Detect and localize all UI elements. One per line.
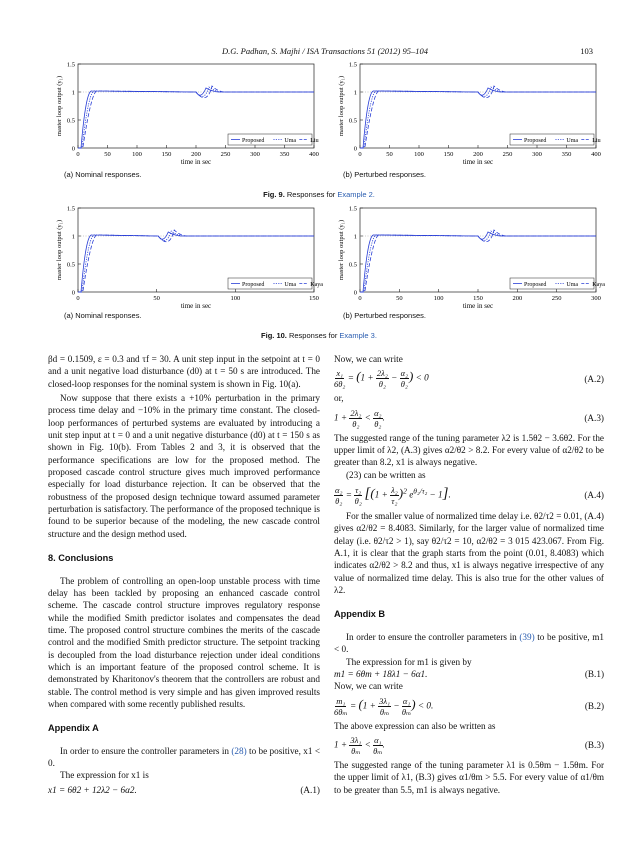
x-tick-label: 50	[153, 295, 160, 302]
x-tick-label: 0	[358, 151, 362, 158]
y-tick-label: 0	[353, 289, 357, 297]
y-axis-label: master loop output (y₁)	[56, 219, 63, 281]
paragraph: Now, we can write	[334, 681, 403, 692]
paragraph: βd = 0.1509, ε = 0.3 and τf = 30. A unit step input in the setpoint at t = 0 and a unit negative load disturbance (d0) at t = 50 s are introduced. The closed-loop responses for the nominal system is shown in Fig. 10(a).	[48, 354, 320, 389]
x-axis-label: time in sec	[462, 302, 494, 310]
y-tick-label: 0.5	[66, 117, 75, 125]
x-tick-label: 400	[591, 151, 601, 158]
x-tick-label: 150	[309, 295, 319, 302]
fig10b-plot	[334, 204, 605, 312]
x-tick-label: 300	[532, 151, 542, 158]
legend-entry: Liu	[310, 138, 319, 144]
x-tick-label: 100	[132, 151, 142, 158]
fig10a-plot	[52, 204, 323, 312]
journal-citation: D.G. Padhan, S. Majhi / ISA Transactions 51 (2012) 95–104	[222, 46, 428, 56]
x-tick-label: 250	[220, 151, 231, 158]
legend-entry: Uma	[566, 282, 579, 288]
paragraph: In order to ensure the controller parameters in (39) to be positive, m1 < 0.	[334, 631, 604, 655]
fig9b-plot	[334, 60, 602, 168]
paragraph: The above expression can also be written as	[334, 720, 496, 731]
legend-entry: Kaya	[592, 282, 605, 288]
x-tick-label: 50	[396, 295, 403, 302]
fig9a-plot	[52, 60, 320, 168]
x-tick-label: 100	[230, 295, 241, 302]
y-tick-label: 1.5	[66, 61, 75, 69]
y-tick-label: 0.5	[66, 261, 75, 269]
page-number: 103	[580, 46, 593, 56]
legend-entry: Proposed	[524, 138, 547, 144]
paragraph: or,	[334, 393, 344, 404]
x-tick-label: 150	[443, 151, 454, 158]
equation-b3: 1 + $\frac{\text{3λ₁}}{\text{θₘ}}$ < $\frac{\text{α₁}}{\text{θₘ}}$ . (B.3)	[334, 734, 604, 756]
x-tick-label: 50	[386, 151, 393, 158]
x-tick-label: 0	[358, 295, 362, 302]
y-tick-label: 1	[71, 233, 75, 241]
appendix-b-heading: Appendix B	[334, 609, 386, 620]
x-tick-label: 100	[414, 151, 424, 158]
right-column	[334, 353, 604, 796]
y-tick-label: 0	[71, 145, 75, 153]
x-tick-label: 250	[502, 151, 513, 158]
x-tick-label: 0	[76, 295, 80, 302]
x-axis-label: time in sec	[180, 302, 212, 310]
y-tick-label: 0.5	[348, 117, 357, 125]
paragraph: Now, we can write	[334, 354, 403, 364]
fig10-caption: Fig. 10. Responses for Example 3.	[261, 331, 377, 340]
y-axis-label: master loop output (y₁)	[338, 219, 345, 281]
y-tick-label: 1	[353, 233, 357, 241]
paragraph: In order to ensure the controller parameters in (28) to be positive, x1 < 0.	[48, 745, 321, 768]
legend-entry: Proposed	[242, 138, 265, 144]
legend-entry: Liu	[592, 138, 601, 144]
equation-b1: m1 = 6θm + 18λ1 − 6α1. (B.1)	[334, 668, 604, 679]
legend-entry: Uma	[284, 282, 297, 288]
x-tick-label: 350	[279, 151, 290, 158]
legend-entry: Proposed	[524, 282, 547, 288]
paragraph: (23) can be written as	[346, 469, 426, 480]
y-tick-label: 0	[71, 289, 75, 297]
x-tick-label: 200	[512, 295, 523, 302]
x-axis-label: time in sec	[180, 158, 212, 166]
y-tick-label: 1.5	[348, 61, 357, 69]
x-tick-label: 50	[104, 151, 111, 158]
paragraph: The suggested range of the tuning parameter λ2 is 1.5θ2 − 3.6θ2. For the upper limit of λ2, (A.3) gives α2/θ2 > 8.2. For every value of α2/θ2 to be greater than 8.2, x1 is always negative.	[334, 432, 604, 468]
appendix-a-heading: Appendix A	[48, 723, 99, 734]
equation-a2: $\frac{\text{x₁}}{\text{6θ₂}}$ = (1 + $\frac{\text{2λ₂}}{\text{θ₂}}$ − $\frac{\text{α₂}}{\text{θ₂}}$ ) < 0 (A.2)	[334, 368, 604, 390]
equation-a3: 1 + $\frac{\text{2λ₂}}{\text{θ₂}}$ < $\frac{\text{α₂}}{\text{θ₂}}$ . (A.3)	[334, 407, 604, 429]
x-tick-label: 350	[561, 151, 572, 158]
paragraph: For the smaller value of normalized time delay i.e. θ2/τ2 = 0.01, (A.4) gives α2/θ2 = 8.4083. Similarly, for the larger value of normalized time delay (i.e. θ2/τ2 > 1), say θ2/τ2 = 10, α2/θ2 = 3 015 423.067. From Fig. A.1, it is clear that the graph starts from the point (0.01, 8.4083) which indicates α2/θ2 > 8.2 and thus, x1 is always negative irrespective of any value of normalized time delay. This is also true for the other values of λ2.	[334, 511, 604, 596]
paragraph: The suggested range of the tuning parameter λ1 is 0.5θm − 1.5θm. For the upper limit of λ1, (B.3) gives α1/θm > 5.5. For every value of α1/θm to be greater than 5.5, m1 is always negative.	[334, 759, 604, 795]
fig9a-label: (a) Nominal responses.	[64, 170, 142, 179]
y-tick-label: 0	[353, 145, 357, 153]
fig9b-label: (b) Perturbed responses.	[343, 170, 426, 179]
legend-entry: Uma	[284, 138, 297, 144]
equation-a4: $\frac{\text{α₂}}{\text{θ₂}}$ = $\frac{\text{τ₂}}{\text{θ₂}}$ [(1 + $\frac{\text{λ₂}}{\text{τ₂}}$ )$^2$ $e^{\theta_2/\tau_2} - 1$]. (A.4)	[335, 485, 604, 507]
y-tick-label: 1	[71, 89, 75, 97]
x-axis-label: time in sec	[462, 158, 494, 166]
y-tick-label: 1.5	[66, 205, 75, 213]
paragraph: The problem of controlling an open-loop unstable process with time delay has been tackled by proposing an enhanced cascade control scheme. The cascade control structure improves regulatory response while the modified Smith predictor isolates and compensates the dead time. The proposed control structure combines the merits of the cascade control and the modified Smith predictor structure. The setpoint tracking is decoupled from the load disturbance rejection under ideal conditions which is an important feature of the proposed control scheme. It is demonstrated by Kharitonov's theorem that the controllers are robust and stable. The control method is very simple and has given improved results when compared with some recently published results.	[48, 575, 320, 709]
fig10a-label: (a) Nominal responses.	[64, 311, 142, 320]
y-tick-label: 0.5	[348, 261, 357, 269]
left-column	[48, 353, 320, 796]
paragraph: Now suppose that there exists a +10% perturbation in the primary process time delay and −10% in the primary time constant. The closed-loop performances of perturbed systems are evaluated by introducing a unit step input at t = 0 and a unit negative disturbance (d0) at t = 150 s as shown in Fig. 10(b). From Tables 2 and 3, it is observed that the performance specifications are low for the proposed method. The proposed cascade control structure gives much improved performance especially for load disturbance rejection. It can be observed that the robustness of the proposed design technique toward assumed parameter perturbation is satisfactory. The performance of the proposed technique is found to be superior because of the modeling, the new cascade control structure and the design method used.	[48, 393, 320, 539]
x-tick-label: 0	[76, 151, 80, 158]
section-heading-conclusions: 8. Conclusions	[48, 553, 114, 564]
y-tick-label: 1.5	[348, 205, 357, 213]
x-tick-label: 150	[473, 295, 483, 302]
equation-b2: $\frac{\text{m₁}}{\text{6θₘ}}$ = (1 + $\frac{\text{3λ₁}}{\text{θₘ}}$ − $\frac{\text{α₁}}{\text{θₘ}}$ ) < 0. (B.2)	[334, 695, 604, 717]
paragraph: The expression for m1 is given by	[346, 656, 472, 667]
x-tick-label: 250	[551, 295, 562, 302]
legend-entry: Proposed	[242, 282, 265, 288]
x-tick-label: 200	[191, 151, 201, 158]
paragraph: The expression for x1 is	[60, 770, 149, 781]
y-axis-label: master loop output (y₁)	[56, 75, 63, 137]
equation-a1: x1 = 6θ2 + 12λ2 − 6α2. (A.1)	[48, 784, 320, 795]
x-tick-label: 150	[161, 151, 172, 158]
x-tick-label: 400	[309, 151, 319, 158]
legend-entry: Uma	[566, 138, 579, 144]
legend-entry: Kaya	[310, 282, 323, 288]
y-tick-label: 1	[353, 89, 357, 97]
x-tick-label: 100	[433, 295, 444, 302]
y-axis-label: master loop output (y₁)	[338, 75, 345, 137]
x-tick-label: 200	[473, 151, 483, 158]
fig9-caption: Fig. 9. Responses for Example 2.	[263, 190, 375, 199]
x-tick-label: 300	[591, 295, 601, 302]
x-tick-label: 300	[250, 151, 260, 158]
fig10b-label: (b) Perturbed responses.	[343, 311, 426, 320]
